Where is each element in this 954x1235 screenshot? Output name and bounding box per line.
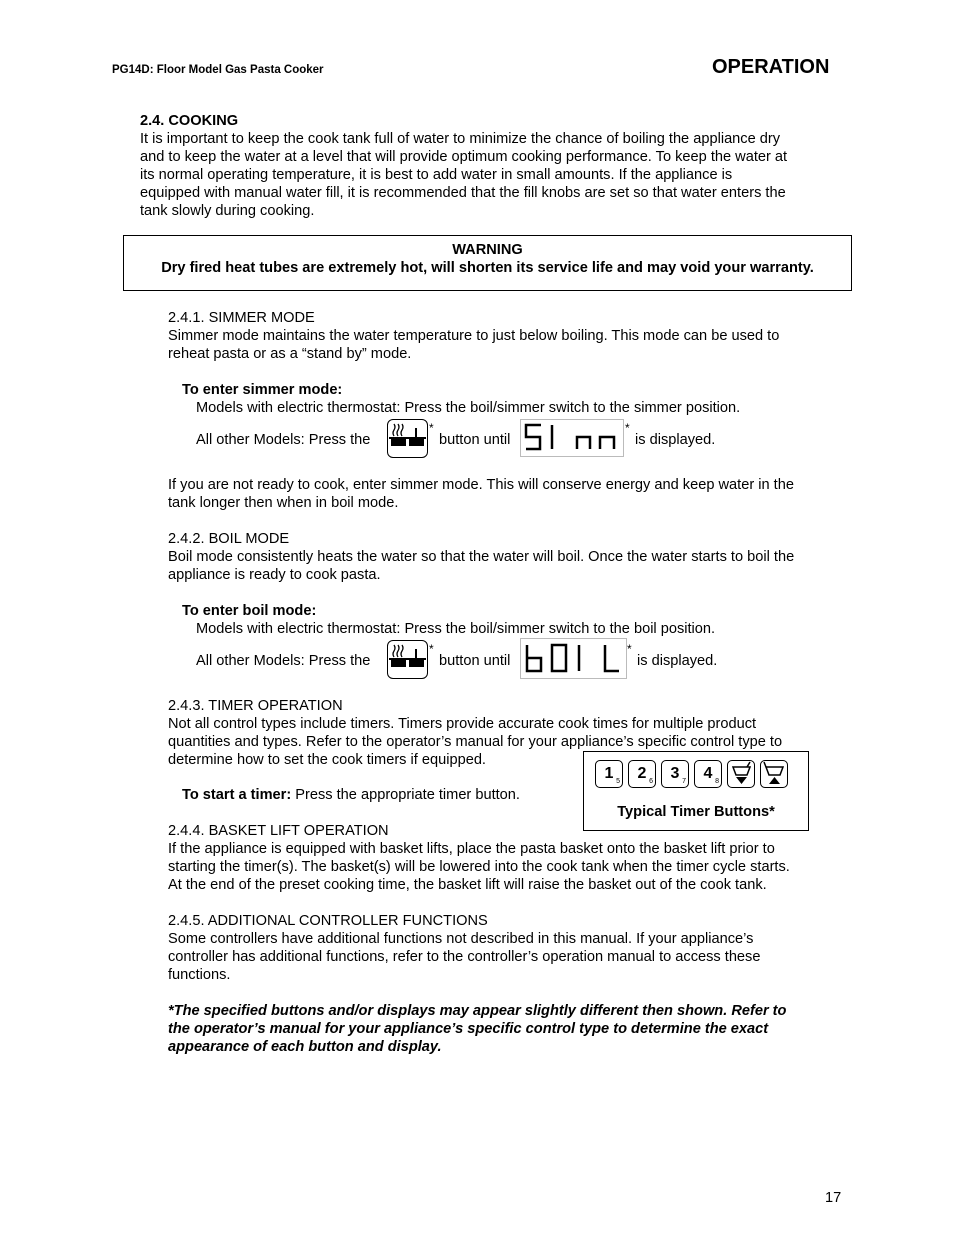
simmer-other-post: is displayed. [635, 432, 716, 448]
text-line: its normal operating temperature, it is best to add water in small amounts. If the appliance is [140, 167, 733, 183]
document-title: PG14D: Floor Model Gas Pasta Cooker [112, 64, 324, 76]
cooking-heading: 2.4. COOKING [140, 113, 239, 129]
text-line: It is important to keep the cook tank full of water to minimize the chance of boiling the appliance dry [140, 131, 781, 147]
seven-segment-display [521, 639, 626, 678]
additional-heading: 2.4.5. ADDITIONAL CONTROLLER FUNCTIONS [168, 913, 488, 929]
text-line: the operator’s manual for your appliance’s specific control type to determine the exact [168, 1021, 769, 1037]
text-line: controller has additional functions, refer to the controller’s operation manual to access these [168, 949, 761, 965]
warning-box [123, 235, 852, 291]
simmer-paragraph [168, 327, 779, 363]
asterisk: * [429, 642, 434, 656]
simmer-other-mid: button until [439, 432, 511, 448]
basket-paragraph [168, 840, 790, 894]
asterisk: * [627, 642, 632, 656]
text-line: If you are not ready to cook, enter simmer mode. This will conserve energy and keep water in the [168, 477, 794, 493]
text-line: If the appliance is equipped with basket lifts, place the pasta basket onto the basket lift prior to [168, 841, 775, 857]
start-timer-instruction [182, 786, 520, 804]
timer-buttons-figure [583, 751, 809, 831]
text-line: Some controllers have additional functions not described in this manual. If your appliance’s [168, 931, 754, 947]
boil-simmer-button-icon [387, 640, 428, 679]
section-heading: OPERATION [712, 56, 830, 78]
boil-simmer-button-icon [387, 419, 428, 458]
boil-lcd-display [520, 638, 627, 679]
text-line: *The specified buttons and/or displays may appear slightly different then shown. Refer to [168, 1003, 787, 1019]
boil-electric-instruction: Models with electric thermostat: Press the boil/simmer switch to the boil position. [196, 621, 716, 637]
simmer-lcd-display [520, 419, 624, 457]
boil-enter-label: To enter boil mode: [182, 603, 317, 619]
seven-segment-display [521, 420, 623, 456]
simmer-heading: 2.4.1. SIMMER MODE [168, 310, 315, 326]
text-line: Not all control types include timers. Timers provide accurate cook times for multiple product [168, 716, 757, 732]
text-line: Simmer mode maintains the water temperature to just below boiling. This mode can be used to [168, 328, 780, 344]
basket-raise-button [760, 760, 788, 788]
text-line: Boil mode consistently heats the water so that the water will boil. Once the water starts to boil the [168, 549, 795, 565]
asterisk: * [429, 421, 434, 435]
boil-paragraph [168, 548, 794, 584]
boil-other-mid: button until [439, 653, 511, 669]
text-line: tank longer then when in boil mode. [168, 495, 399, 511]
timer-button-2: 2 6 [628, 760, 656, 788]
timer-button-1: 1 5 [595, 760, 623, 788]
timer-heading: 2.4.3. TIMER OPERATION [168, 698, 343, 714]
text-line: tank slowly during cooking. [140, 203, 315, 219]
simmer-after-paragraph [168, 476, 794, 512]
text-line: equipped with manual water fill, it is recommended that the fill knobs are set so that water enters the [140, 185, 786, 201]
text-line: determine how to set the cook timers if equipped. [168, 752, 486, 768]
basket-up-icon [762, 761, 787, 786]
text-line: quantities and types. Refer to the operator’s manual for your appliance’s specific control type to [168, 734, 783, 750]
text-line: reheat pasta or as a “stand by” mode. [168, 346, 412, 362]
start-timer-label: To start a timer: [182, 787, 292, 803]
text-line: starting the timer(s). The basket(s) will be lowered into the cook tank when the timer cycle starts. [168, 859, 790, 875]
start-timer-text: Press the appropriate timer button. [291, 787, 520, 803]
boil-other-post: is displayed. [637, 653, 718, 669]
pot-steam-icon [388, 420, 426, 456]
timer-buttons-caption: Typical Timer Buttons* [617, 804, 775, 820]
text-line: At the end of the preset cooking time, the basket lift will raise the basket out of the cook tank. [168, 877, 767, 893]
timer-button-4: 4 8 [694, 760, 722, 788]
cooking-paragraph [140, 130, 787, 220]
basket-lower-button [727, 760, 755, 788]
text-line: appliance is ready to cook pasta. [168, 567, 381, 583]
simmer-enter-label: To enter simmer mode: [182, 382, 343, 398]
timer-button-3: 3 7 [661, 760, 689, 788]
page-number: 17 [825, 1190, 842, 1206]
warning-text: Dry fired heat tubes are extremely hot, will shorten its service life and may void your warranty. [161, 260, 814, 276]
basket-heading: 2.4.4. BASKET LIFT OPERATION [168, 823, 389, 839]
footnote [168, 1002, 786, 1056]
asterisk: * [625, 421, 630, 435]
text-line: and to keep the water at a level that will provide optimum cooking performance. To keep the water at [140, 149, 788, 165]
boil-heading: 2.4.2. BOIL MODE [168, 531, 290, 547]
pot-steam-icon [388, 641, 426, 677]
simmer-electric-instruction: Models with electric thermostat: Press the boil/simmer switch to the simmer position. [196, 400, 741, 416]
basket-down-icon [729, 761, 754, 786]
warning-title: WARNING [452, 242, 523, 258]
boil-other-pre: All other Models: Press the [196, 653, 371, 669]
simmer-other-pre: All other Models: Press the [196, 432, 371, 448]
text-line: functions. [168, 967, 231, 983]
text-line: appearance of each button and display. [168, 1039, 442, 1055]
additional-paragraph [168, 930, 760, 984]
